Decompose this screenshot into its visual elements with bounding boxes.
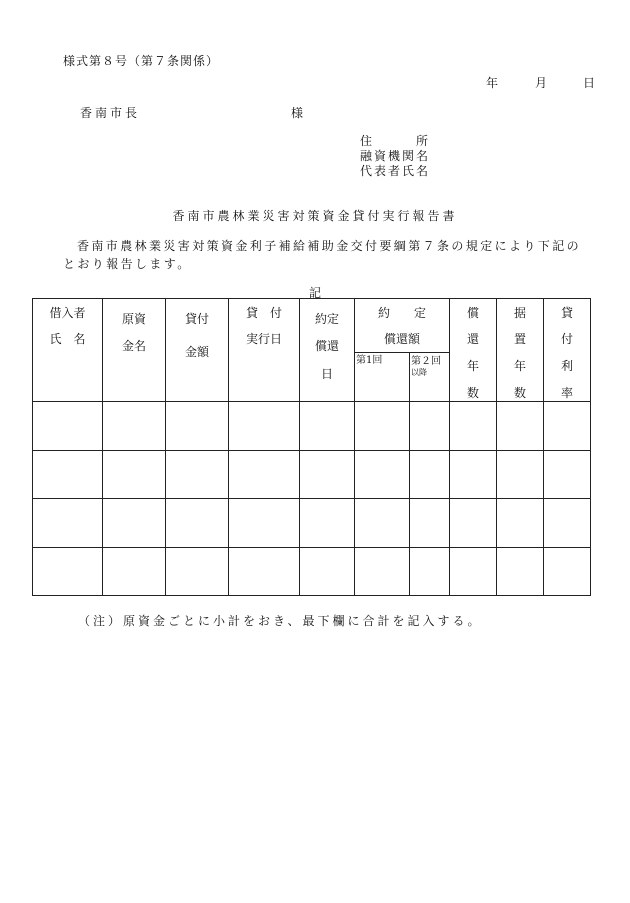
document-title: 香南市農林業災害対策資金貸付実行報告書: [172, 209, 458, 223]
header-loan-date-line1: 貸 付: [245, 306, 282, 320]
institution-label: 融資機関名: [360, 149, 431, 163]
header-term-2: 還: [466, 332, 479, 346]
header-repay-amount-line1: 約 定: [377, 306, 426, 320]
header-borrower-line2: 氏 名: [49, 332, 86, 346]
header-term-4: 数: [466, 386, 479, 400]
header-repay-second: [411, 356, 448, 378]
header-repay-second-line1: 第２回: [411, 356, 441, 367]
header-fund-line2: 金名: [121, 339, 146, 353]
header-grace-2: 置: [513, 332, 526, 346]
header-repay-date-line3: 日: [320, 367, 333, 381]
header-borrower-line1: 借入者: [49, 306, 86, 320]
table-row: [33, 451, 590, 498]
header-loan-date-line2: 実行日: [245, 332, 282, 346]
date-month-label: 月: [535, 76, 548, 90]
footnote: （注）原資金ごとに小計をおき、最下欄に合計を記入する。: [78, 614, 483, 628]
header-rate-3: 利: [560, 359, 573, 373]
body-text: 香南市農林業災害対策資金利子補給補助金交付要綱第７条の規定により下記のとおり報告します。: [63, 239, 582, 271]
header-repay-second-line2: 以降: [411, 368, 427, 377]
header-loan-amount-line1: 貸付: [184, 312, 209, 326]
address-label: 住 所: [360, 134, 431, 148]
header-grace-1: 据: [513, 306, 526, 320]
table-row: [33, 402, 590, 450]
header-repay-first: 第1回: [356, 355, 383, 366]
table-row: [33, 548, 590, 595]
table-row: [33, 499, 590, 547]
header-rate-4: 率: [560, 386, 573, 400]
header-loan-amount-line2: 金額: [184, 345, 209, 359]
header-grace-3: 年: [513, 359, 526, 373]
addressee-honorific: 様: [291, 106, 304, 120]
header-repay-date-line1: 約定: [314, 312, 339, 326]
date-day-label: 日: [583, 76, 596, 90]
header-term-3: 年: [466, 359, 479, 373]
ki-marker: 記: [308, 286, 321, 300]
header-repay-date-line2: 償還: [314, 339, 339, 353]
header-repay-amount-line2: 償還額: [383, 332, 420, 346]
header-rate-2: 付: [560, 332, 573, 346]
header-term-1: 償: [466, 306, 479, 320]
header-rate-1: 貸: [560, 306, 573, 320]
representative-label: 代表者氏名: [360, 164, 431, 178]
date-year-label: 年: [486, 76, 499, 90]
header-grace-4: 数: [513, 386, 526, 400]
header-fund-line1: 原資: [121, 312, 146, 326]
addressee-name: 香南市長: [80, 106, 141, 120]
form-number: 様式第８号（第７条関係）: [63, 54, 220, 68]
